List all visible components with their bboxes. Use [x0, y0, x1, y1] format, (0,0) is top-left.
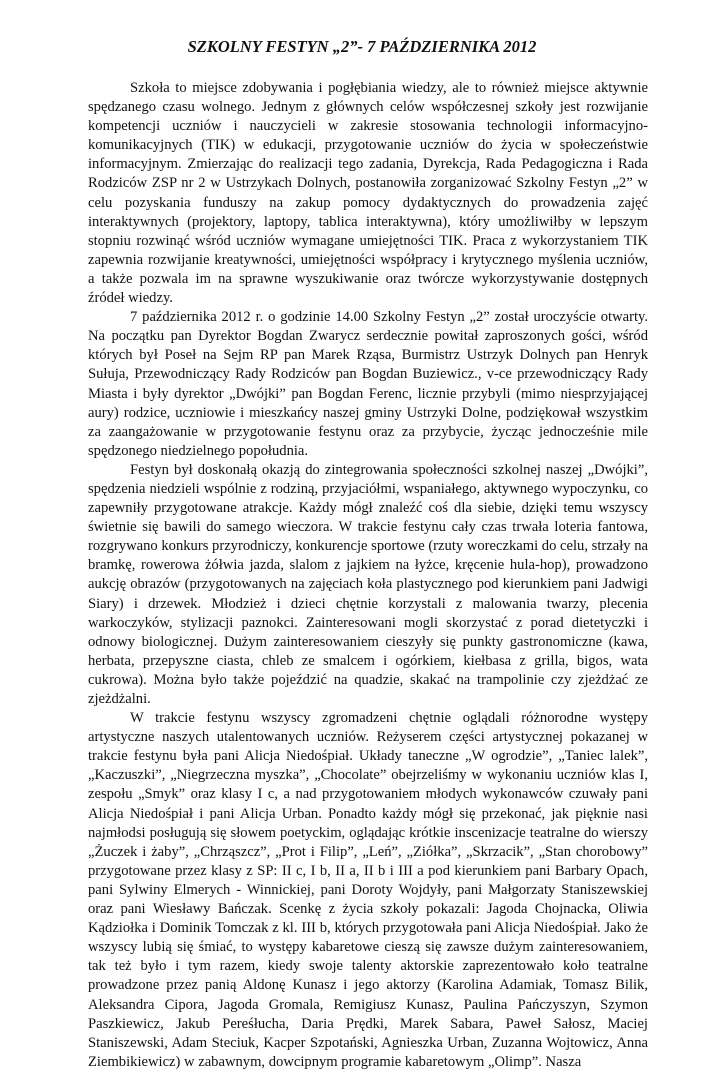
- paragraph-opening: 7 października 2012 r. o godzinie 14.00 Szkolny Festyn „2” został uroczyście otwarty. Na początku pan Dyrektor Bogdan Zwarycz serdecznie powitał zaproszonych gości, wśród których był Poseł na Sejm RP pan Marek Rząsa, Burmistrz Ustrzyk Dolnych pan Henryk Sułuja, Przewodniczący Rady Rodziców pan Bogdan Buziewicz., v-ce przewodniczący Rady Miasta i były dyrektor „Dwójki” pan Bogdan Ferenc, licznie przybyli (mimo niesprzyjającej aury) rodzice, uczniowie i mieszkańcy naszej gminy Ustrzyki Dolne, podziękował wszystkim za zaangażowanie w przygotowanie festynu oraz za przybycie, życząc jednocześnie mile spędzonego niedzielnego popołudnia.: [88, 309, 648, 459]
- paragraph-performances: W trakcie festynu wszyscy zgromadzeni chętnie oglądali różnorodne występy artystyczne naszych utalentowanych uczniów. Reżyserem części artystycznej pokazanej w trakcie festynu była pani Alicja Niedośpiał. Układy taneczne „W ogrodzie”, „Taniec lalek”, „Kaczuszki”, „Niegrzeczna myszka”, „Chocolate” obejrzeliśmy w wykonaniu uczniów klas I, zespołu „Smyk” oraz klasy I c, a nad przygotowaniem młodych wykonawców czuwały pani Alicja Niedośpiał i pani Alicja Urban. Ponadto każdy mógł się przekonać, jak pięknie nasi najmłodsi posługują się słowem poetyckim, oglądając krótkie inscenizacje teatralne do wierszy „Żuczek i żaby”, „Chrząszcz”, „Prot i Filip”, „Leń”, „Ziółka”, „Skrzacik”, „Stan chorobowy” przygotowane przez klasy z SP: II c, I b, II a, II b i III a pod kierunkiem pani Barbary Opach, pani Sylwiny Elmerych - Winnickiej, pani Doroty Wojdyły, pani Małgorzaty Staniszewskiej oraz pani Wiesławy Bańczak. Scenkę z życia szkoły pokazali: Jagoda Chojnacka, Oliwia Kądziołka i Dominik Tomczak z kl. III b, których przygotowała pani Alicja Niedośpiał. Jako że wszyscy lubią się śmiać, to występy kabaretowe cieszą się zawsze dużym zainteresowaniem, tak też było i tym razem, kiedy swoje talenty aktorskie zaprezentowało koło teatralne prowadzone przez panią Aldonę Kunasz i jego aktorzy (Karolina Adamiak, Tomasz Bilik, Aleksandra Cipora, Jagoda Gromala, Remigiusz Kunasz, Paulina Pańczyszyn, Szymon Paszkiewicz, Jakub Pereśłucha, Daria Prędki, Marek Sabara, Paweł Sałosz, Maciej Staniszewski, Adam Steciuk, Kacper Szpotański, Agnieszka Urban, Zuzanna Wojtowicz, Anna Ziembikiewicz) w zabawnym, dowcipnym programie kabaretowym „Olimp”. Nasza: [88, 710, 648, 1070]
- paragraph-intro: Szkoła to miejsce zdobywania i pogłębiania wiedzy, ale to również miejsce aktywnie spędzanego czasu wolnego. Jednym z głównych celów współczesnej szkoły jest rozwijanie kompetencji uczniów i nauczycieli w zakresie stosowania technologii informacyjno-komunikacyjnych (TIK) w edukacji, przygotowanie uczniów do życia w społeczeństwie informacyjnym. Zmierzając do realizacji tego zadania, Dyrekcja, Rada Pedagogiczna i Rada Rodziców ZSP nr 2 w Ustrzykach Dolnych, postanowiła zorganizować Szkolny Festyn „2” w celu pozyskania funduszy na zakup pomocy dydaktycznych do prowadzenia zajęć interaktywnych (projektory, laptopy, tablica interaktywna), który umożliwiłby w lepszym stopniu rozwinąć wśród uczniów wymagane umiejętności TIK. Praca z wykorzystaniem TIK zapewnia rozwijanie kreatywności, umiejętności współpracy i krytycznego myślenia uczniów, a także pozwala im na sprawne wyszukiwanie oraz twórcze wykorzystywanie dostępnych źródeł wiedzy.: [88, 80, 648, 307]
- document-title: SZKOLNY FESTYN „2”- 7 PAŹDZIERNIKA 2012: [187, 37, 537, 56]
- document-body: [88, 79, 648, 1072]
- paragraph-attractions: Festyn był doskonałą okazją do zintegrowania społeczności szkolnej naszej „Dwójki”, spędzenia niedzieli wspólnie z rodziną, przyjaciółmi, wspaniałego, aktywnego wypoczynku, co zapewniły przygotowane atrakcje. Każdy mógł znaleźć coś dla siebie, dzięki temu wszyscy świetnie się bawili do samego wieczora. W trakcie festynu cały czas trwała loteria fantowa, rozgrywano konkurs przyrodniczy, konkurencje sportowe (rzuty woreczkami do celu, strzały na bramkę, rowerowa żółwia jazda, slalom z jajkiem na łyżce, kręcenie hula-hop), prowadzono aukcję obrazów (przygotowanych na zajęciach koła plastycznego pod kierunkiem pani Jadwigi Siary) i drzewek. Młodzież i dzieci chętnie korzystali z malowania twarzy, plecenia warkoczyków, stylizacji paznokci. Zainteresowani mogli skorzystać z porad dietetyczki i odnowy biologicznej. Dużym zainteresowaniem cieszyły się punkty gastronomiczne (kawa, herbata, przepyszne ciasta, chleb ze smalcem i ogórkiem, kiełbasa z grilla, bigos, wata cukrowa). Można było także pojeździć na quadzie, skakać na trampolinie czy zjeżdżać ze zjeżdżalni.: [88, 461, 648, 707]
